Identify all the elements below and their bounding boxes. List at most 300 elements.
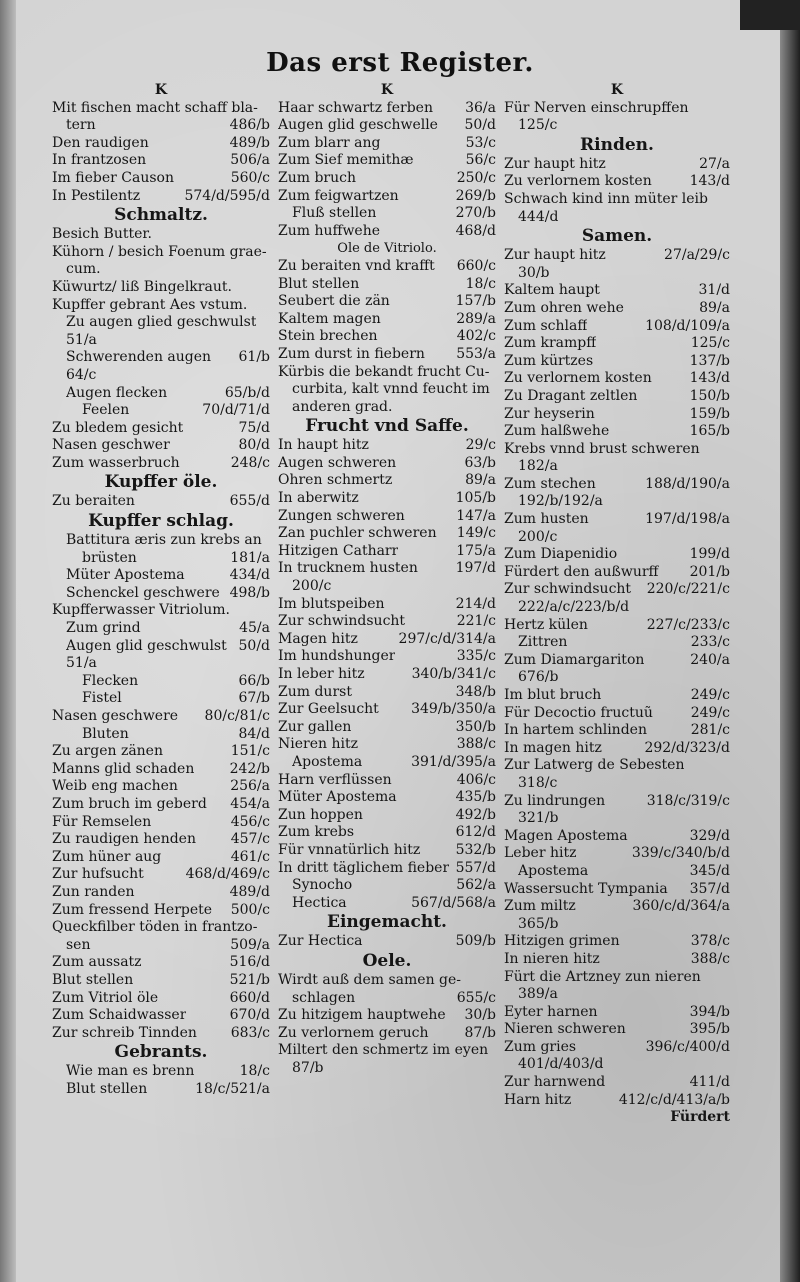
register-entry [278,736,496,754]
page-reference: 249/c [690,704,730,721]
entry-text: Zum huffwehe [278,222,381,239]
entry-text: Kupffer gebrant Aes vstum. [52,296,248,313]
register-entry [278,437,496,455]
entry-text: Haar schwartz ferben [278,99,433,116]
register-entry [504,493,730,511]
register-entry [504,441,730,459]
entry-text: Zum durst [278,683,352,700]
page-reference: 292/d/323/d [644,739,730,756]
register-entry [278,990,496,1008]
entry-text: Zun randen [52,883,135,900]
register-entry [504,810,730,828]
entry-text: Zum Schaidwasser [52,1007,187,1024]
letter-heading: K [380,82,394,98]
entry-text: Kaltem haupt [504,282,600,299]
register-entry [504,353,730,371]
register-entry [52,117,270,135]
register-entry [504,969,730,987]
register-entry [278,472,496,490]
page-reference: 412/c/d/413/a/b [618,1091,730,1108]
register-entry [504,740,730,758]
register-entry [52,638,270,656]
register-entry [278,381,496,399]
entry-text: Schenckel geschwere [66,584,220,601]
entry-text: Augen glid geschwulst [66,637,227,654]
section-heading: Frucht vnd Saffe. [305,416,469,437]
register-entry [52,367,270,385]
register-entry [278,578,496,596]
register-entry [52,437,270,455]
register-entry [278,648,496,666]
register-entry [504,265,730,283]
page-reference: 242/b [229,760,270,777]
register-entry [504,845,730,863]
register-entry [52,902,270,920]
entry-text: Zur schwindsucht [504,581,632,598]
register-entry [504,986,730,1004]
entry-text: Miltert den schmertz im eyen [278,1042,489,1059]
register-entry [504,881,730,899]
entry-text: 318/c [518,774,558,791]
register-entry [504,511,730,529]
entry-text: Zur schreib Tinnden [52,1024,197,1041]
entry-text: Zu lindrungen [504,792,606,809]
page-reference: 105/b [455,490,496,507]
page-reference: 492/b [455,806,496,823]
section-heading: Kupffer öle. [104,472,218,493]
register-entry [52,385,270,403]
page-reference: 18/c [239,1063,270,1080]
page-reference: 468/d/469/c [185,866,270,883]
page-reference: 486/b [229,117,270,134]
register-entry [52,135,270,153]
register-entry [52,493,270,511]
entry-text: Zum fressend Herpete [52,901,213,918]
page-reference: 350/b [455,718,496,735]
page-reference: 270/b [455,205,496,222]
entry-text: Zum bruch [278,169,356,186]
entry-text: Für vnnatürlich hitz [278,841,421,858]
page-reference: 454/a [230,795,270,812]
section-heading: Samen. [581,226,653,247]
entry-text: Zur heyserin [504,405,595,422]
entry-text: Zu raudigen henden [52,831,196,848]
register-entry [504,599,730,617]
entry-text: Nieren schweren [504,1021,626,1038]
register-entry [52,455,270,473]
entry-text: sen [66,936,91,953]
entry-text: Harn hitz [504,1091,572,1108]
page-reference: 149/c [456,525,496,542]
register-entry [278,205,496,223]
register-entry [504,191,730,209]
register-entry [278,364,496,382]
register-entry [504,1039,730,1057]
entry-text: Zum wasserbruch [52,454,180,471]
page-reference: 509/a [230,936,270,953]
register-entry [504,705,730,723]
entry-text: Zum Vitriol öle [52,989,159,1006]
register-entry [52,620,270,638]
register-entry [504,916,730,934]
entry-text: 401/d/403/d [518,1056,604,1073]
entry-text: 676/b [518,669,559,686]
register-entry [504,898,730,916]
register-entry [278,824,496,842]
register-entry [278,399,496,417]
entry-text: 125/c [518,117,558,134]
register-entry [504,100,730,118]
entry-text: tern [66,117,96,134]
entry-text: 222/a/c/223/b/d [518,599,630,616]
page-reference: 391/d/395/a [411,753,496,770]
register-entry [278,596,496,614]
register-entry [504,247,730,265]
page-reference: 297/c/d/314/a [398,630,496,647]
register-entry [278,152,496,170]
page-reference: 220/c/221/c [646,581,730,598]
entry-text: Zur schwindsucht [278,613,406,630]
entry-text: schlagen [292,989,356,1006]
entry-text: Zum halßwehe [504,423,610,440]
register-entry [278,223,496,241]
entry-text: Weib eng machen [52,778,178,795]
letter-heading: K [154,82,168,98]
register-entry [504,634,730,652]
entry-text: Krebs vnnd brust schweren [504,440,700,457]
entry-text: Zum ohren wehe [504,299,624,316]
register-entry [52,188,270,206]
register-entry [52,937,270,955]
register-entry [504,617,730,635]
entry-text: Zur Latwerg de Sebesten [504,757,685,774]
page-reference: 435/b [455,789,496,806]
page-reference: 357/d [689,880,730,897]
page-reference: 345/d [689,862,730,879]
page-reference: 80/d [238,437,270,454]
register-entry [52,314,270,332]
entry-text: In Pestilentz [52,187,141,204]
register-entry [504,300,730,318]
page-reference: 489/d [229,883,270,900]
page-reference: 29/c [465,437,496,454]
page-reference: 61/b [238,349,270,366]
register-entry [52,332,270,350]
page-reference: 335/c [456,648,496,665]
page-reference: 80/c/81/c [204,708,270,724]
page-reference: 269/b [455,187,496,204]
register-entry [52,585,270,603]
register-entry [504,863,730,881]
entry-text: Für Remselen [52,813,152,830]
page-reference: 378/c [690,933,730,950]
page-reference: 27/a/29/c [664,247,730,264]
section-heading: Kupffer schlag. [88,511,234,532]
register-entry [52,402,270,420]
entry-text: Wirdt auß dem samen ge- [278,971,462,988]
entry-text: Zum feigwartzen [278,187,399,204]
register-entry [504,933,730,951]
register-entry [278,860,496,878]
entry-text: Zu verlornem kosten [504,370,652,387]
page-reference: 201/b [689,563,730,580]
page-reference: 70/d/71/d [202,402,270,419]
register-entry [504,564,730,582]
entry-text: Zun hoppen [278,806,363,823]
entry-text: Harn verflüssen [278,771,392,788]
letter-heading: K [610,82,624,98]
register-entry [52,170,270,188]
page-reference: 562/a [456,877,496,894]
register-entry [278,135,496,153]
entry-text: Magen hitz [278,630,358,647]
section-heading: Gebrants. [114,1042,208,1063]
entry-text: Hitzigen Catharr [278,542,399,559]
entry-text: Hectica [292,894,347,911]
page-reference: 498/b [229,584,270,601]
page-reference: 56/c [465,152,496,169]
page-reference: 31/d [698,282,730,299]
page-reference: 500/c [230,901,270,918]
page-reference: 199/d [689,546,730,563]
register-entry [278,1042,496,1060]
page-reference: 89/a [699,299,730,316]
register-entry [278,1007,496,1025]
page-reference: 18/c/521/a [195,1080,270,1097]
register-entry [278,772,496,790]
entry-text: Hitzigen grimen [504,933,620,950]
page-reference: 248/c [230,454,270,471]
register-column-right [504,82,730,1127]
register-entry [52,567,270,585]
register-entry [504,581,730,599]
page-reference: 143/d [689,173,730,190]
entry-text: Wassersucht Tympania [504,880,668,897]
register-entry [504,1021,730,1039]
register-entry [52,261,270,279]
entry-text: Zum grind [66,620,141,637]
entry-text: Zum husten [504,511,589,528]
entry-text: 200/c [518,528,558,545]
entry-text: 200/c [292,578,332,595]
register-entry [278,1060,496,1078]
entry-text: Fürdert den außwurff [504,563,659,580]
register-entry [504,318,730,336]
register-entry [278,525,496,543]
entry-text: Zungen schweren [278,507,405,524]
register-entry [504,951,730,969]
page-reference: 240/a [690,651,730,668]
section-heading: Rinden. [580,134,654,155]
entry-text: 389/a [518,986,558,1003]
entry-text: Flecken [82,672,139,689]
register-entry [278,666,496,684]
register-entry [52,954,270,972]
page-reference: 221/c [456,613,496,630]
entry-text: anderen grad. [292,398,393,415]
page-reference: 394/b [689,1003,730,1020]
register-entry [52,152,270,170]
entry-text: Seubert die zän [278,293,390,310]
register-entry [278,508,496,526]
entry-text: Kaltem magen [278,310,381,327]
register-entry [278,684,496,702]
page-reference: 53/c [465,134,496,151]
entry-text: 321/b [518,810,559,827]
register-entry [278,170,496,188]
page-reference: 147/a [456,507,496,524]
register-entry [278,560,496,578]
page-reference: 125/c [690,335,730,352]
page-reference: 612/d [455,824,496,841]
page-reference: 348/b [455,683,496,700]
register-entry [278,719,496,737]
register-entry [52,690,270,708]
page-title: Das erst Register. [266,48,534,78]
page-reference: 567/d/568/a [411,894,496,911]
entry-text: Nasen geschwere [52,708,179,724]
entry-text: In leber hitz [278,666,365,682]
entry-text: 182/a [518,458,558,475]
register-entry [52,831,270,849]
register-entry [278,895,496,913]
section-heading: Schmaltz. [114,205,208,226]
entry-text: 51/a [66,331,97,348]
page-reference: 557/d [455,859,496,876]
entry-text: 64/c [66,366,97,383]
page-reference: 461/c [230,848,270,865]
entry-text: Fürt die Artzney zun nieren [504,968,701,985]
register-entry [278,117,496,135]
register-entry [52,673,270,691]
page-reference: 574/d/595/d [184,187,270,204]
register-entry [504,476,730,494]
register-entry [504,1074,730,1092]
register-entry [52,919,270,937]
entry-text: 87/b [292,1059,324,1076]
page-reference: 402/c [456,328,496,345]
register-entry [504,722,730,740]
page-reference: 227/c/233/c [646,616,730,633]
entry-text: Besich Butter. [52,226,152,243]
register-column-middle [278,82,496,1077]
page-reference: 63/b [464,454,496,471]
entry-text: Im blutspeiben [278,595,385,612]
register-entry [52,532,270,550]
page-reference: 360/c/d/364/a [632,898,730,915]
entry-text: Manns glid schaden [52,760,195,777]
page-reference: 89/a [465,472,496,489]
page-reference: 27/a [699,155,730,172]
entry-text: Müter Apostema [278,789,397,806]
entry-text: Blut stellen [278,275,360,292]
entry-text: Den raudigen [52,134,149,151]
entry-text: Stein brechen [278,328,378,345]
entry-text: Zu beraiten [52,493,135,510]
register-entry [52,1025,270,1043]
entry-text: 192/b/192/a [518,493,603,510]
entry-text: Zum Sief memithæ [278,152,414,169]
page-reference: 506/a [230,152,270,169]
page-right-edge [780,0,800,1282]
entry-text: Zu verlornem kosten [504,173,652,190]
entry-text: In dritt täglichem fieber [278,859,450,876]
entry-text: Synocho [292,877,353,894]
register-entry [52,226,270,244]
entry-text: Augen flecken [66,384,168,401]
page-reference: 165/b [689,423,730,440]
entry-text: Magen Apostema [504,827,628,844]
page-reference: 50/d [238,637,270,654]
page-reference: 84/d [238,725,270,742]
entry-text: brüsten [82,549,137,566]
entry-text: Zittren [518,634,568,651]
page-reference: 250/c [456,169,496,186]
page-reference: 157/b [455,293,496,310]
page-reference: 339/c/340/b/d [631,845,730,862]
register-entry [278,100,496,118]
page-reference: 18/c [465,275,496,292]
entry-text: Müter Apostema [66,567,185,584]
entry-text: Fluß stellen [292,205,377,222]
page-reference: 516/d [229,954,270,971]
page-reference: 388/c [456,736,496,753]
page-reference: 660/c [456,257,496,274]
entry-text: In hartem schlinden [504,722,647,739]
register-entry [52,990,270,1008]
register-column-left [52,82,270,1098]
page-reference: 249/c [690,687,730,703]
register-entry [52,279,270,297]
page-reference: 655/d [229,493,270,510]
page-reference: 289/a [456,310,496,327]
register-entry [504,793,730,811]
register-entry [278,455,496,473]
page-reference: 396/c/400/d [645,1038,730,1055]
register-entry [278,346,496,364]
page-reference: 45/a [239,620,270,637]
entry-text: Für Decoctio fructuũ [504,704,653,721]
register-entry [52,100,270,118]
entry-text: In magen hitz [504,739,602,756]
entry-text: Zur haupt hitz [504,247,606,264]
page-reference: 36/a [465,99,496,116]
register-entry [504,335,730,353]
entry-text: Zum bruch im geberd [52,795,207,812]
page-reference: 197/d/198/a [645,511,730,528]
page-reference: 150/b [689,387,730,404]
entry-text: Zur Geelsucht [278,701,379,718]
page-reference: 108/d/109/a [645,317,730,334]
entry-text: Zum miltz [504,898,576,915]
entry-text: Wie man es brenn [66,1063,195,1080]
entry-text: Kupfferwasser Vitriolum. [52,602,230,619]
entry-text: Zur Hectica [278,933,363,950]
page-reference: 175/a [456,542,496,559]
entry-text: Zum Diamargariton [504,651,645,668]
register-entry [504,370,730,388]
entry-text: Zum krampff [504,335,597,352]
entry-text: 444/d [518,208,559,225]
section-heading: Eingemacht. [327,912,447,933]
entry-text: Ohren schmertz [278,472,393,489]
register-entry [278,631,496,649]
register-entry [504,546,730,564]
entry-text: Leber hitz [504,845,577,862]
register-entry [278,972,496,990]
register-entry [504,156,730,174]
entry-text: Schwerenden augen [66,349,212,366]
